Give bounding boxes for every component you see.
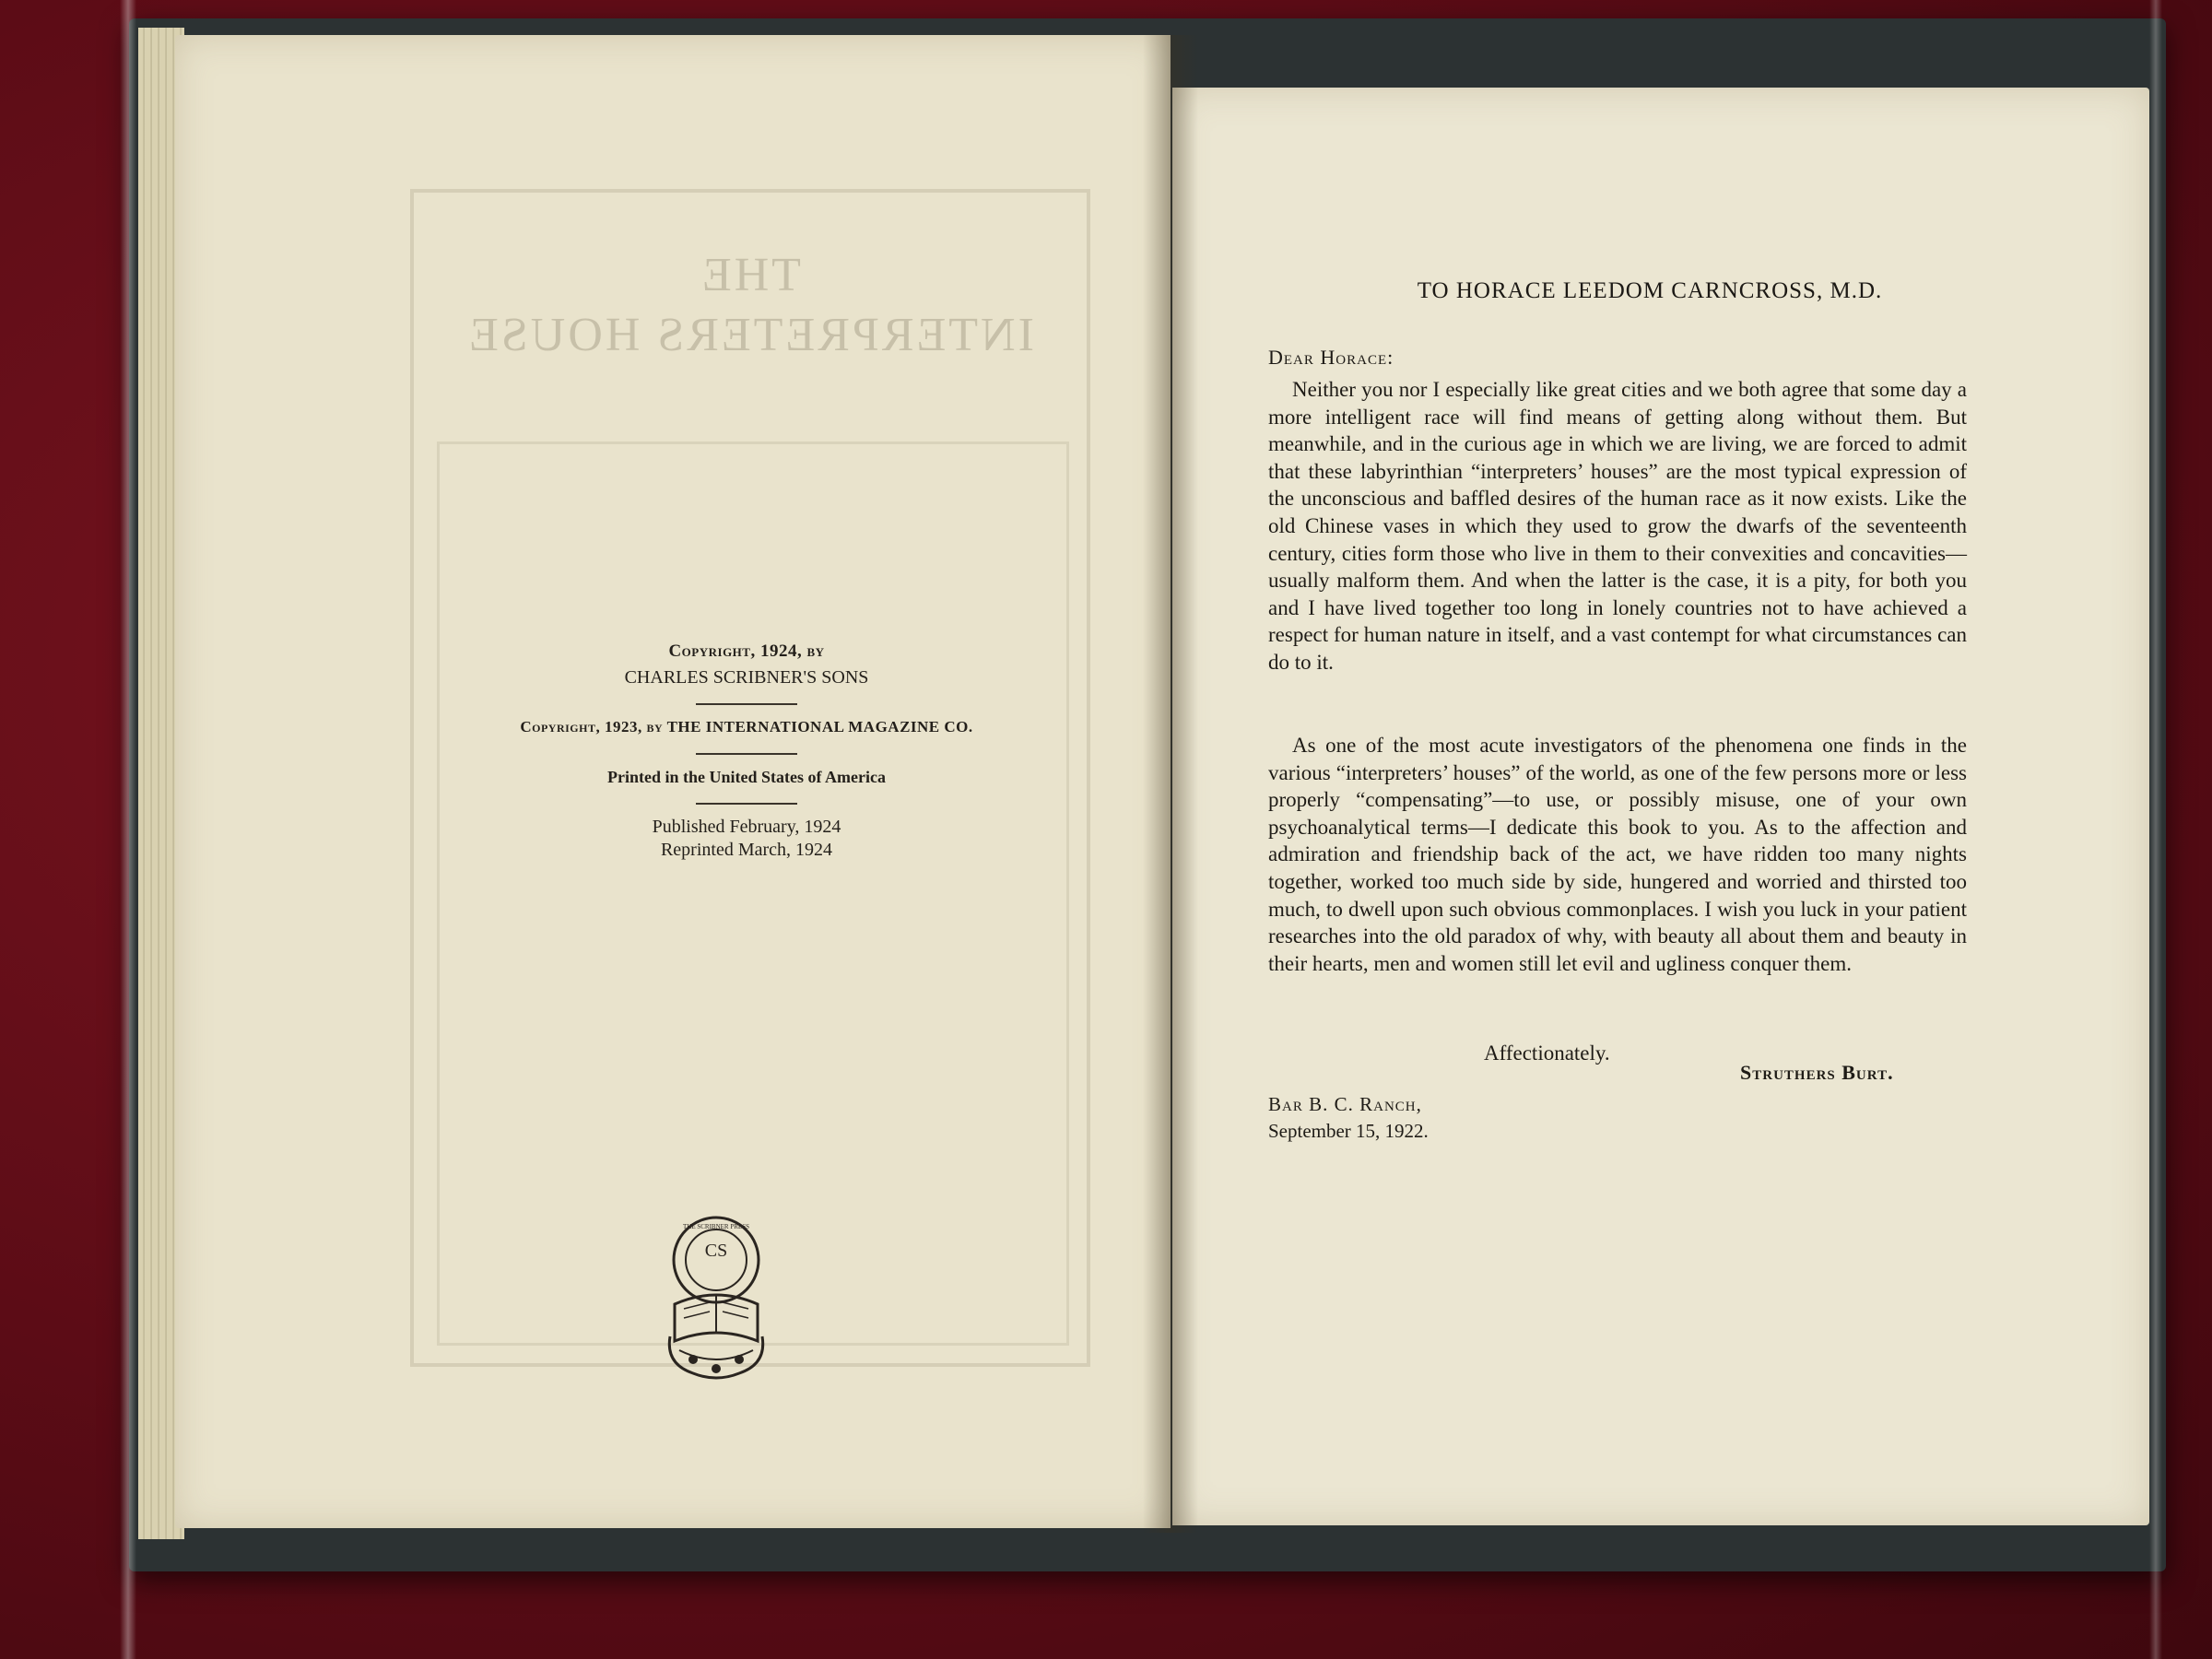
- copyright-line-1: Copyright, 1924, by: [668, 641, 825, 661]
- scribner-press-emblem-icon: [656, 1203, 776, 1387]
- publisher-name: CHARLES SCRIBNER'S SONS: [624, 667, 869, 688]
- salutation: Dear Horace:: [1268, 346, 1394, 369]
- place-and-date: [1268, 1091, 1429, 1145]
- place: Bar B. C. Ranch,: [1268, 1093, 1422, 1115]
- dedication-paragraph-2: [1268, 732, 1967, 977]
- dedication-paragraph-1: [1268, 376, 1967, 677]
- paragraph-text: As one of the most acute investigators of the phenomena one finds in the various “interpreters’ houses” of the world, as one of the few persons more or less properly “compensating”—to use, or possibly misuse, one of your own psychoanalytical terms—I dedicate this book to you. As to the affection and admiration and friendship back of the act, we have ridden too many nights together, worked too much side by side, hungered and worried and thirsted too much, to dwell upon such obvious commonplaces. I wish you luck in your patient researches into the old paradox of why, with beauty all about them and beauty in their hearts, men and women still let evil and ugliness conquer them.: [1268, 734, 1967, 975]
- divider: [696, 703, 797, 705]
- paragraph-text: Neither you nor I especially like great cities and we both agree that some day a more intelligent race will find means of getting along without them. But meanwhile, and in the curious age in which we are living, we are forced to admit that these labyrinthian “interpreters’ houses” are the most typical expression of the unconscious and baffled desires of the human race as it now exists. Like the old Chinese vases in which they used to grow the dwarfs of the seventeenth century, cities form those who live in them to their convexities and concavities—usually malform them. And when the latter is the case, it is a pity, for both you and I have lived together too long in lonely countries not to have achieved a respect for human nature in itself, and a vast contempt for what circumstances can do to it.: [1268, 378, 1967, 674]
- reprinted-line: Reprinted March, 1924: [660, 840, 833, 860]
- dedication-heading: TO HORACE LEEDOM CARNCROSS, M.D.: [1417, 278, 1883, 303]
- show-through-text: INTERPRETERS HOUSE: [466, 309, 1034, 361]
- copyright-block: [461, 641, 1032, 862]
- emblem-text: THE SCRIBNER PRESS: [683, 1223, 749, 1230]
- glare-reflection: [2149, 0, 2162, 1659]
- date: September 15, 1922.: [1268, 1120, 1429, 1142]
- show-through-text: THE: [699, 249, 802, 301]
- glare-reflection: [120, 0, 136, 1659]
- closing: Affectionately.: [1484, 1041, 1610, 1065]
- divider: [696, 803, 797, 805]
- signature: Struthers Burt.: [1740, 1061, 1894, 1084]
- copyright-line-2: Copyright, 1923, by THE INTERNATIONAL MAGAZINE CO.: [520, 718, 973, 735]
- printed-line: Printed in the United States of America: [607, 768, 886, 786]
- published-line: Published February, 1924: [652, 817, 841, 837]
- divider: [696, 753, 797, 755]
- book-gutter: [1143, 35, 1198, 1533]
- svg-text:CS: CS: [704, 1241, 728, 1261]
